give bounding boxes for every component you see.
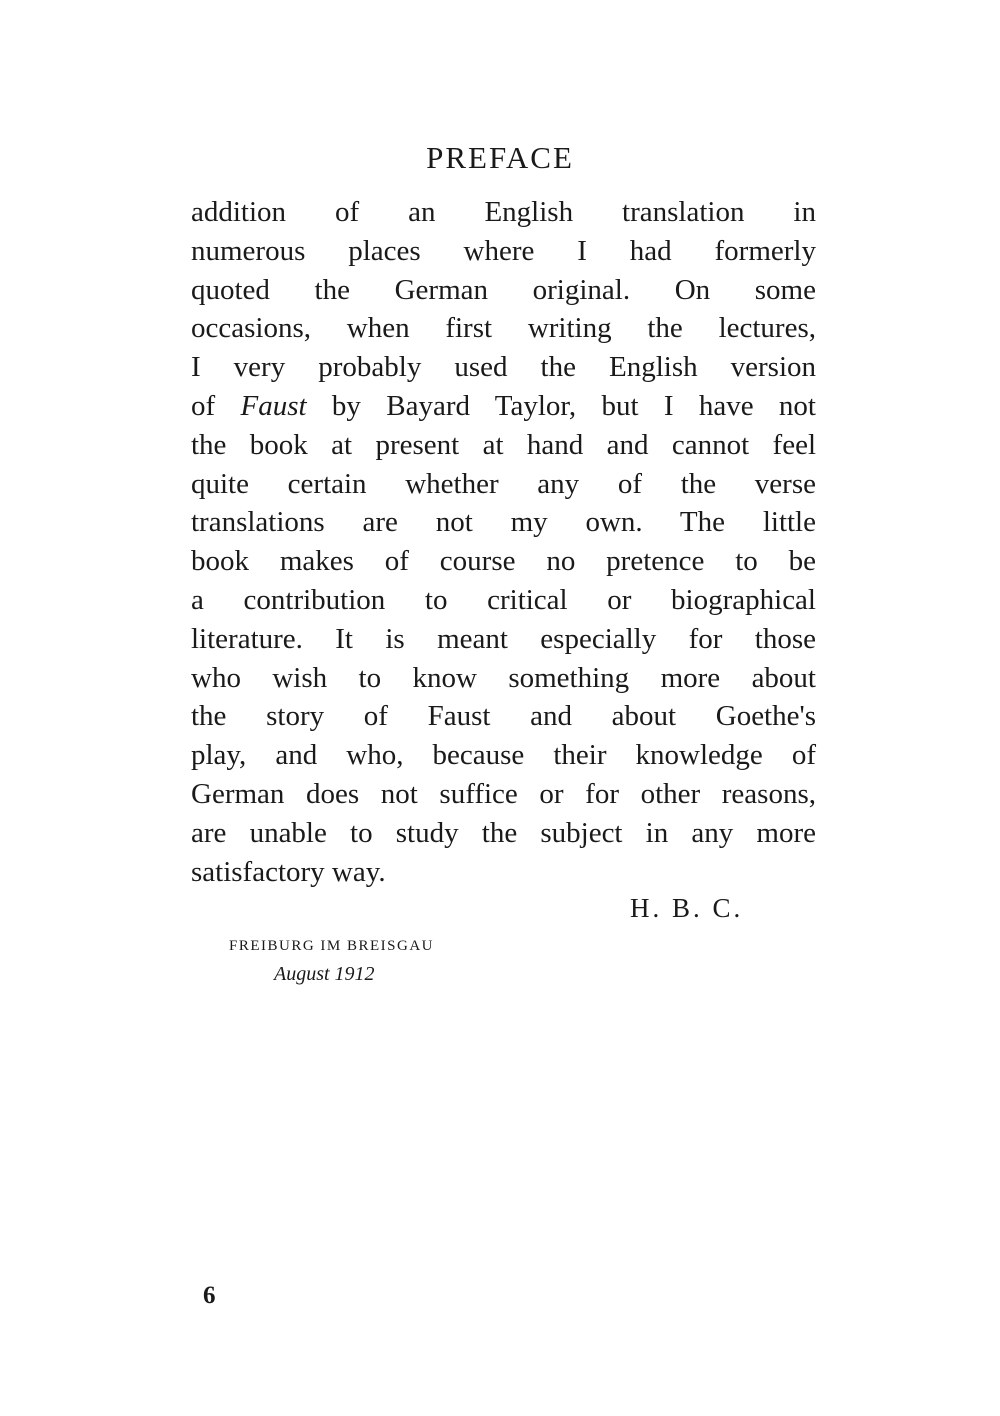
page-heading: PREFACE [426, 140, 574, 175]
body-line: addition of an English translation in [191, 196, 816, 228]
body-line: a contribution to critical or biographical [191, 583, 816, 616]
body-line: the book at present at hand and cannot feel [191, 428, 816, 461]
body-line: play, and who, because their knowledge of [191, 739, 816, 772]
body-line: literature. It is meant especially for those [191, 622, 816, 655]
body-line: book makes of course no pretence to be [191, 545, 816, 578]
body-line: satisfactory way. [191, 855, 386, 888]
body-line: I very probably used the English version [191, 351, 816, 384]
body-line: numerous places where I had formerly [191, 234, 816, 267]
body-line-faust [191, 387, 816, 426]
body-line: quoted the German original. On some [191, 273, 816, 306]
body-line-suffix: by Bayard Taylor, but I have not [306, 389, 816, 422]
faust-title: Faust [240, 389, 307, 422]
author-initials: H. B. C. [630, 893, 744, 923]
page-number: 6 [203, 1282, 216, 1309]
body-line-prefix: of [191, 389, 241, 422]
place-line: FREIBURG IM BREISGAU [229, 938, 435, 954]
date-line: August 1912 [274, 963, 375, 985]
body-line: translations are not my own. The little [191, 506, 816, 539]
preface-body [191, 193, 816, 891]
body-line: quite certain whether any of the verse [191, 467, 816, 500]
body-line: who wish to know something more about [191, 661, 816, 694]
body-line: German does not suffice or for other reasons, [191, 777, 816, 810]
body-line: are unable to study the subject in any more [191, 816, 816, 849]
body-line: the story of Faust and about Goethe's [191, 700, 816, 733]
body-line: occasions, when first writing the lectures, [191, 312, 816, 345]
